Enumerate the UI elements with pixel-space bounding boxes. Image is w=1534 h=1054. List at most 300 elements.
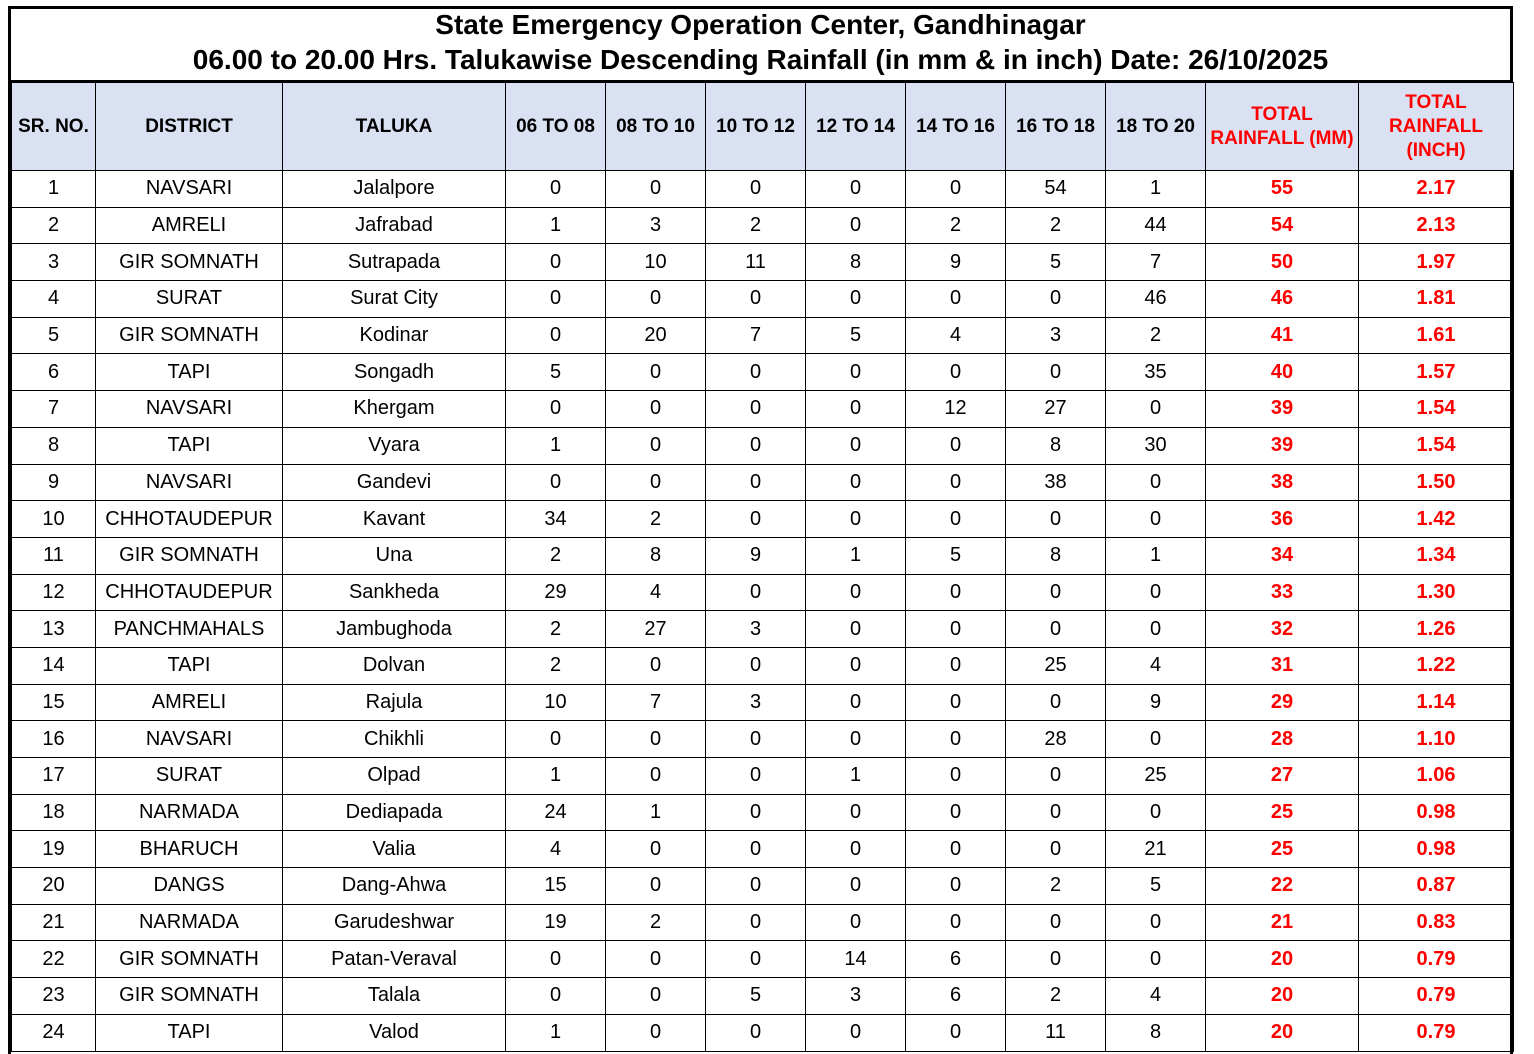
cell-12-to-14: 0 [806,611,906,648]
cell-18-to-20: 2 [1106,317,1206,354]
cell-08-to-10: 0 [606,427,706,464]
table-row [12,244,1514,281]
column-header-08-to-10: 08 TO 10 [606,83,706,171]
cell-06-to-08: 1 [506,427,606,464]
cell-12-to-14: 0 [806,391,906,428]
cell-total-rainfall-inch: 0.83 [1359,904,1514,941]
cell-18-to-20: 8 [1106,1014,1206,1051]
cell-total-rainfall-inch: 2.17 [1359,171,1514,208]
table-row [12,317,1514,354]
cell-total-rainfall-inch: 1.61 [1359,317,1514,354]
cell-total-rainfall-inch: 1.81 [1359,281,1514,318]
cell-14-to-16: 0 [906,611,1006,648]
cell-total-rainfall-mm: 27 [1206,758,1359,795]
cell-14-to-16: 2 [906,207,1006,244]
cell-16-to-18: 0 [1006,831,1106,868]
cell-12-to-14: 0 [806,904,906,941]
cell-sr-no: 16 [12,721,96,758]
cell-16-to-18: 3 [1006,317,1106,354]
cell-06-to-08: 0 [506,244,606,281]
cell-taluka: Una [283,537,506,574]
cell-16-to-18: 8 [1006,427,1106,464]
cell-total-rainfall-mm: 38 [1206,464,1359,501]
cell-06-to-08: 15 [506,868,606,905]
cell-district: CHHOTAUDEPUR [96,574,283,611]
cell-district: NAVSARI [96,391,283,428]
cell-08-to-10: 8 [606,537,706,574]
cell-12-to-14: 0 [806,574,906,611]
cell-14-to-16: 5 [906,537,1006,574]
cell-taluka: Khergam [283,391,506,428]
cell-10-to-12: 0 [706,868,806,905]
cell-taluka: Rajula [283,684,506,721]
cell-district: TAPI [96,354,283,391]
cell-12-to-14: 3 [806,978,906,1015]
cell-08-to-10: 0 [606,978,706,1015]
cell-08-to-10: 0 [606,758,706,795]
table-body [12,171,1514,1052]
cell-14-to-16: 0 [906,758,1006,795]
cell-10-to-12: 0 [706,721,806,758]
cell-06-to-08: 0 [506,721,606,758]
cell-06-to-08: 1 [506,1014,606,1051]
cell-total-rainfall-inch: 0.98 [1359,831,1514,868]
cell-10-to-12: 0 [706,354,806,391]
cell-total-rainfall-inch: 1.57 [1359,354,1514,391]
cell-06-to-08: 0 [506,464,606,501]
cell-sr-no: 8 [12,427,96,464]
cell-taluka: Patan-Veraval [283,941,506,978]
cell-district: TAPI [96,647,283,684]
cell-12-to-14: 5 [806,317,906,354]
cell-taluka: Garudeshwar [283,904,506,941]
cell-taluka: Sutrapada [283,244,506,281]
cell-taluka: Gandevi [283,464,506,501]
column-header-district: DISTRICT [96,83,283,171]
cell-06-to-08: 2 [506,647,606,684]
cell-district: NAVSARI [96,721,283,758]
cell-06-to-08: 5 [506,354,606,391]
cell-08-to-10: 0 [606,721,706,758]
cell-18-to-20: 0 [1106,904,1206,941]
cell-district: SURAT [96,281,283,318]
cell-08-to-10: 0 [606,281,706,318]
cell-sr-no: 12 [12,574,96,611]
cell-14-to-16: 0 [906,574,1006,611]
cell-16-to-18: 0 [1006,904,1106,941]
cell-taluka: Sankheda [283,574,506,611]
table-row [12,391,1514,428]
cell-sr-no: 20 [12,868,96,905]
cell-06-to-08: 34 [506,501,606,538]
cell-08-to-10: 0 [606,647,706,684]
cell-district: SURAT [96,758,283,795]
cell-14-to-16: 4 [906,317,1006,354]
cell-total-rainfall-mm: 40 [1206,354,1359,391]
cell-14-to-16: 6 [906,978,1006,1015]
table-row [12,171,1514,208]
cell-10-to-12: 0 [706,464,806,501]
cell-sr-no: 14 [12,647,96,684]
cell-18-to-20: 21 [1106,831,1206,868]
cell-08-to-10: 3 [606,207,706,244]
cell-sr-no: 23 [12,978,96,1015]
cell-18-to-20: 0 [1106,574,1206,611]
cell-14-to-16: 0 [906,281,1006,318]
cell-taluka: Jambughoda [283,611,506,648]
cell-sr-no: 11 [12,537,96,574]
cell-12-to-14: 0 [806,794,906,831]
cell-total-rainfall-mm: 20 [1206,941,1359,978]
cell-14-to-16: 0 [906,427,1006,464]
cell-08-to-10: 0 [606,1014,706,1051]
cell-08-to-10: 20 [606,317,706,354]
cell-taluka: Chikhli [283,721,506,758]
column-header-06-to-08: 06 TO 08 [506,83,606,171]
cell-sr-no: 19 [12,831,96,868]
cell-district: NARMADA [96,794,283,831]
cell-16-to-18: 0 [1006,794,1106,831]
cell-taluka: Dediapada [283,794,506,831]
cell-12-to-14: 0 [806,207,906,244]
cell-10-to-12: 0 [706,281,806,318]
cell-district: TAPI [96,1014,283,1051]
cell-18-to-20: 0 [1106,464,1206,501]
cell-06-to-08: 0 [506,281,606,318]
cell-district: AMRELI [96,207,283,244]
cell-06-to-08: 0 [506,941,606,978]
cell-district: BHARUCH [96,831,283,868]
cell-total-rainfall-inch: 0.79 [1359,1014,1514,1051]
cell-08-to-10: 27 [606,611,706,648]
cell-total-rainfall-mm: 34 [1206,537,1359,574]
cell-18-to-20: 0 [1106,794,1206,831]
table-row [12,281,1514,318]
cell-sr-no: 3 [12,244,96,281]
column-header-16-to-18: 16 TO 18 [1006,83,1106,171]
cell-total-rainfall-mm: 29 [1206,684,1359,721]
cell-10-to-12: 0 [706,794,806,831]
cell-taluka: Kodinar [283,317,506,354]
column-header-10-to-12: 10 TO 12 [706,83,806,171]
cell-sr-no: 7 [12,391,96,428]
cell-10-to-12: 0 [706,1014,806,1051]
cell-08-to-10: 0 [606,464,706,501]
cell-total-rainfall-inch: 1.06 [1359,758,1514,795]
cell-total-rainfall-inch: 1.54 [1359,427,1514,464]
cell-16-to-18: 38 [1006,464,1106,501]
cell-12-to-14: 0 [806,354,906,391]
table-row [12,427,1514,464]
cell-district: NARMADA [96,904,283,941]
cell-18-to-20: 44 [1106,207,1206,244]
cell-sr-no: 9 [12,464,96,501]
cell-taluka: Valod [283,1014,506,1051]
cell-18-to-20: 0 [1106,721,1206,758]
cell-12-to-14: 0 [806,171,906,208]
cell-total-rainfall-mm: 22 [1206,868,1359,905]
cell-10-to-12: 0 [706,941,806,978]
cell-14-to-16: 0 [906,904,1006,941]
cell-taluka: Olpad [283,758,506,795]
table-row [12,464,1514,501]
cell-district: NAVSARI [96,171,283,208]
cell-10-to-12: 0 [706,574,806,611]
cell-district: GIR SOMNATH [96,317,283,354]
cell-taluka: Songadh [283,354,506,391]
cell-taluka: Dolvan [283,647,506,684]
cell-10-to-12: 0 [706,904,806,941]
cell-16-to-18: 0 [1006,611,1106,648]
cell-total-rainfall-mm: 39 [1206,427,1359,464]
cell-14-to-16: 0 [906,464,1006,501]
cell-12-to-14: 0 [806,684,906,721]
cell-total-rainfall-mm: 33 [1206,574,1359,611]
cell-total-rainfall-mm: 55 [1206,171,1359,208]
cell-taluka: Kavant [283,501,506,538]
table-row [12,207,1514,244]
cell-18-to-20: 0 [1106,501,1206,538]
cell-16-to-18: 0 [1006,354,1106,391]
cell-18-to-20: 1 [1106,537,1206,574]
table-row [12,941,1514,978]
cell-total-rainfall-mm: 28 [1206,721,1359,758]
cell-total-rainfall-mm: 32 [1206,611,1359,648]
cell-total-rainfall-mm: 21 [1206,904,1359,941]
cell-18-to-20: 46 [1106,281,1206,318]
cell-district: GIR SOMNATH [96,537,283,574]
cell-14-to-16: 0 [906,1014,1006,1051]
cell-total-rainfall-inch: 1.14 [1359,684,1514,721]
cell-district: AMRELI [96,684,283,721]
table-row [12,611,1514,648]
cell-18-to-20: 4 [1106,647,1206,684]
cell-12-to-14: 0 [806,868,906,905]
cell-district: CHHOTAUDEPUR [96,501,283,538]
cell-08-to-10: 0 [606,391,706,428]
cell-total-rainfall-inch: 0.98 [1359,794,1514,831]
cell-16-to-18: 0 [1006,574,1106,611]
cell-14-to-16: 12 [906,391,1006,428]
cell-12-to-14: 0 [806,427,906,464]
cell-10-to-12: 0 [706,171,806,208]
report-subtitle: 06.00 to 20.00 Hrs. Talukawise Descending Rainfall (in mm & in inch) Date: 26/10/2025 [192,44,1329,75]
cell-10-to-12: 0 [706,391,806,428]
cell-sr-no: 10 [12,501,96,538]
cell-10-to-12: 0 [706,831,806,868]
cell-10-to-12: 3 [706,611,806,648]
cell-16-to-18: 2 [1006,207,1106,244]
cell-total-rainfall-mm: 54 [1206,207,1359,244]
cell-08-to-10: 2 [606,904,706,941]
cell-18-to-20: 7 [1106,244,1206,281]
cell-06-to-08: 10 [506,684,606,721]
cell-10-to-12: 9 [706,537,806,574]
cell-08-to-10: 0 [606,171,706,208]
table-row [12,794,1514,831]
cell-16-to-18: 28 [1006,721,1106,758]
cell-16-to-18: 0 [1006,758,1106,795]
cell-total-rainfall-inch: 1.42 [1359,501,1514,538]
cell-08-to-10: 2 [606,501,706,538]
cell-taluka: Surat City [283,281,506,318]
cell-total-rainfall-mm: 25 [1206,831,1359,868]
cell-06-to-08: 0 [506,317,606,354]
cell-08-to-10: 0 [606,868,706,905]
cell-06-to-08: 29 [506,574,606,611]
cell-12-to-14: 8 [806,244,906,281]
cell-18-to-20: 0 [1106,391,1206,428]
cell-16-to-18: 5 [1006,244,1106,281]
cell-10-to-12: 11 [706,244,806,281]
cell-district: TAPI [96,427,283,464]
cell-14-to-16: 6 [906,941,1006,978]
cell-06-to-08: 1 [506,207,606,244]
cell-10-to-12: 5 [706,978,806,1015]
cell-taluka: Dang-Ahwa [283,868,506,905]
rainfall-report-sheet [8,6,1513,1054]
cell-16-to-18: 2 [1006,978,1106,1015]
cell-06-to-08: 0 [506,391,606,428]
cell-06-to-08: 0 [506,978,606,1015]
cell-total-rainfall-inch: 0.87 [1359,868,1514,905]
cell-14-to-16: 0 [906,647,1006,684]
cell-12-to-14: 0 [806,1014,906,1051]
cell-total-rainfall-inch: 1.22 [1359,647,1514,684]
cell-12-to-14: 0 [806,281,906,318]
cell-total-rainfall-mm: 41 [1206,317,1359,354]
cell-06-to-08: 4 [506,831,606,868]
cell-12-to-14: 1 [806,537,906,574]
column-header-18-to-20: 18 TO 20 [1106,83,1206,171]
cell-12-to-14: 0 [806,464,906,501]
cell-16-to-18: 27 [1006,391,1106,428]
table-row [12,684,1514,721]
cell-16-to-18: 0 [1006,501,1106,538]
cell-16-to-18: 54 [1006,171,1106,208]
table-row [12,354,1514,391]
table-row [12,1014,1514,1051]
cell-12-to-14: 14 [806,941,906,978]
cell-06-to-08: 0 [506,171,606,208]
cell-14-to-16: 0 [906,501,1006,538]
column-header-12-to-14: 12 TO 14 [806,83,906,171]
cell-06-to-08: 2 [506,537,606,574]
cell-12-to-14: 1 [806,758,906,795]
report-title: State Emergency Operation Center, Gandhinagar [435,9,1086,40]
cell-16-to-18: 0 [1006,281,1106,318]
cell-taluka: Jafrabad [283,207,506,244]
cell-total-rainfall-inch: 0.79 [1359,978,1514,1015]
cell-12-to-14: 0 [806,831,906,868]
cell-sr-no: 15 [12,684,96,721]
table-row [12,501,1514,538]
cell-sr-no: 6 [12,354,96,391]
cell-08-to-10: 1 [606,794,706,831]
cell-16-to-18: 8 [1006,537,1106,574]
cell-taluka: Talala [283,978,506,1015]
cell-total-rainfall-inch: 1.10 [1359,721,1514,758]
column-header-total-rainfall-inch: TOTAL RAINFALL (INCH) [1359,83,1514,171]
cell-total-rainfall-mm: 25 [1206,794,1359,831]
cell-10-to-12: 2 [706,207,806,244]
cell-total-rainfall-mm: 31 [1206,647,1359,684]
cell-district: GIR SOMNATH [96,244,283,281]
cell-08-to-10: 4 [606,574,706,611]
cell-10-to-12: 0 [706,758,806,795]
cell-16-to-18: 11 [1006,1014,1106,1051]
column-header-taluka: TALUKA [283,83,506,171]
cell-total-rainfall-mm: 39 [1206,391,1359,428]
cell-district: GIR SOMNATH [96,941,283,978]
cell-total-rainfall-inch: 1.30 [1359,574,1514,611]
cell-16-to-18: 2 [1006,868,1106,905]
cell-18-to-20: 9 [1106,684,1206,721]
cell-18-to-20: 5 [1106,868,1206,905]
cell-sr-no: 17 [12,758,96,795]
cell-06-to-08: 19 [506,904,606,941]
cell-12-to-14: 0 [806,501,906,538]
column-header-14-to-16: 14 TO 16 [906,83,1006,171]
cell-total-rainfall-inch: 1.54 [1359,391,1514,428]
cell-12-to-14: 0 [806,721,906,758]
cell-district: PANCHMAHALS [96,611,283,648]
cell-18-to-20: 1 [1106,171,1206,208]
cell-sr-no: 1 [12,171,96,208]
cell-18-to-20: 0 [1106,611,1206,648]
cell-14-to-16: 0 [906,354,1006,391]
cell-18-to-20: 25 [1106,758,1206,795]
cell-total-rainfall-inch: 2.13 [1359,207,1514,244]
cell-18-to-20: 0 [1106,941,1206,978]
cell-district: NAVSARI [96,464,283,501]
cell-taluka: Jalalpore [283,171,506,208]
table-row [12,647,1514,684]
cell-sr-no: 21 [12,904,96,941]
cell-sr-no: 22 [12,941,96,978]
cell-08-to-10: 7 [606,684,706,721]
cell-10-to-12: 0 [706,501,806,538]
cell-14-to-16: 0 [906,794,1006,831]
table-header-row [12,83,1514,171]
table-row [12,721,1514,758]
cell-16-to-18: 25 [1006,647,1106,684]
cell-10-to-12: 7 [706,317,806,354]
cell-18-to-20: 35 [1106,354,1206,391]
table-row [12,904,1514,941]
table-row [12,831,1514,868]
cell-total-rainfall-inch: 0.79 [1359,941,1514,978]
cell-sr-no: 24 [12,1014,96,1051]
rainfall-table [11,82,1514,1052]
cell-08-to-10: 0 [606,831,706,868]
cell-total-rainfall-mm: 20 [1206,978,1359,1015]
cell-10-to-12: 3 [706,684,806,721]
cell-14-to-16: 0 [906,684,1006,721]
cell-total-rainfall-inch: 1.34 [1359,537,1514,574]
column-header-total-rainfall-mm: TOTAL RAINFALL (MM) [1206,83,1359,171]
cell-06-to-08: 24 [506,794,606,831]
cell-sr-no: 18 [12,794,96,831]
cell-total-rainfall-inch: 1.50 [1359,464,1514,501]
cell-total-rainfall-mm: 50 [1206,244,1359,281]
cell-taluka: Vyara [283,427,506,464]
cell-taluka: Valia [283,831,506,868]
cell-district: GIR SOMNATH [96,978,283,1015]
cell-sr-no: 4 [12,281,96,318]
cell-sr-no: 2 [12,207,96,244]
cell-district: DANGS [96,868,283,905]
